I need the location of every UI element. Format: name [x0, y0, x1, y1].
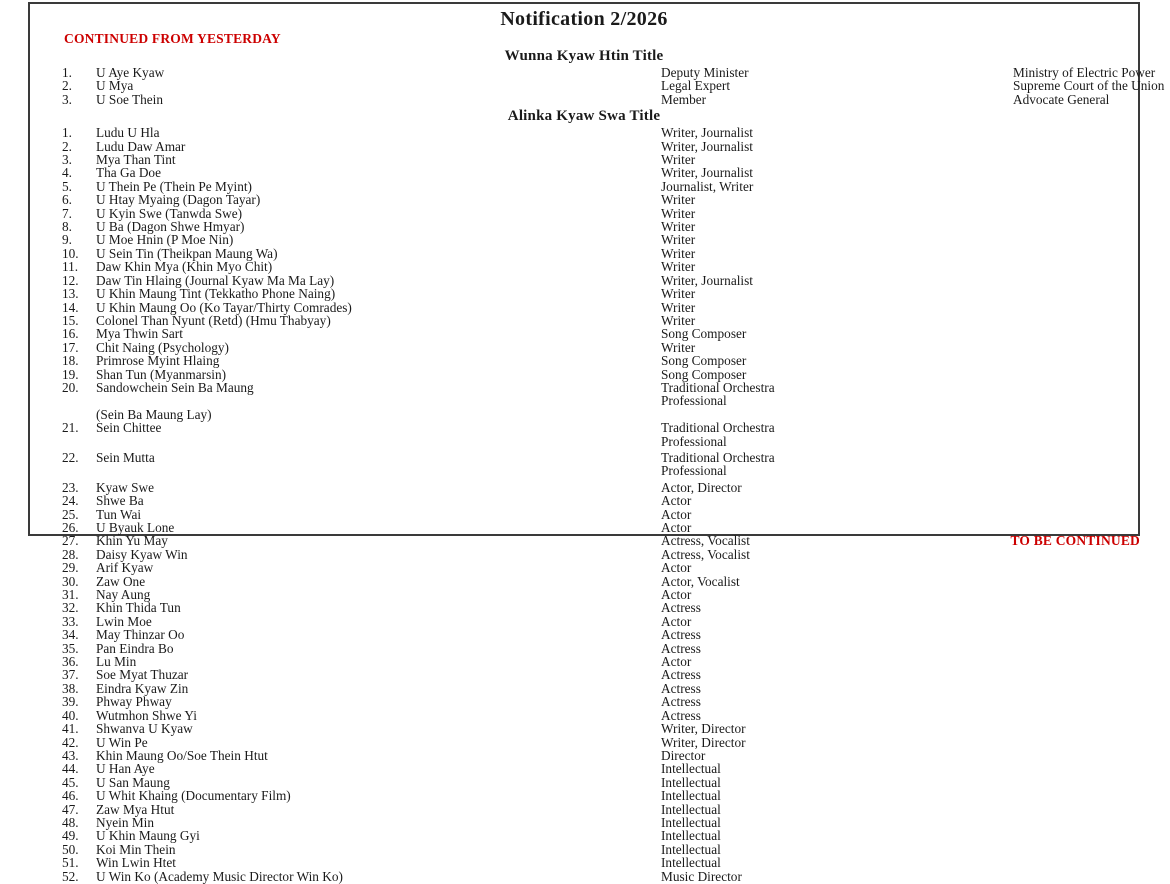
- item-name: U Khin Maung Gyi: [96, 828, 200, 844]
- item-number: 3.: [62, 152, 72, 168]
- item-role: Intellectual: [661, 855, 721, 871]
- item-number: 10.: [62, 245, 79, 261]
- item-role-line: Professional: [661, 393, 727, 409]
- item-role: Actress, Vocalist: [661, 533, 750, 549]
- item-name: Sein Mutta: [96, 449, 155, 465]
- item-name: U Han Aye: [96, 761, 155, 777]
- item-name: Daisy Kyaw Win: [96, 546, 188, 562]
- list-item: [44, 534, 1124, 547]
- item-role: Writer: [661, 286, 696, 302]
- item-role: Writer, Journalist: [661, 125, 753, 141]
- list-item: [44, 776, 1124, 789]
- item-name: U Khin Maung Oo (Ko Tayar/Thirty Comrades): [96, 299, 352, 315]
- item-name: Khin Thida Tun: [96, 600, 181, 616]
- item-number: 8.: [62, 219, 72, 235]
- item-number: 36.: [62, 654, 79, 670]
- list-item: [44, 287, 1124, 300]
- item-role: Intellectual: [661, 761, 721, 777]
- item-name: Mya Thwin Sart: [96, 326, 183, 342]
- item-name: Shan Tun (Myanmarsin): [96, 366, 227, 382]
- item-name: U Khin Maung Tint (Tekkatho Phone Naing): [96, 286, 336, 302]
- item-number: 48.: [62, 814, 79, 830]
- item-role: Song Composer: [661, 326, 747, 342]
- item-number: 47.: [62, 801, 79, 817]
- list-item: [44, 140, 1124, 153]
- list-item: [44, 166, 1124, 179]
- list-item: [44, 314, 1124, 327]
- item-number: 38.: [62, 680, 79, 696]
- item-role: [661, 421, 1124, 448]
- item-name: Ludu Daw Amar: [96, 138, 186, 154]
- item-number: 12.: [62, 272, 79, 288]
- item-number: 25.: [62, 506, 79, 522]
- item-role: Writer: [661, 192, 696, 208]
- item-name: Ludu U Hla: [96, 125, 160, 141]
- item-role: Journalist, Writer: [661, 178, 754, 194]
- item-organization: Supreme Court of the Union: [1013, 78, 1165, 94]
- item-role: Actress: [661, 640, 701, 656]
- item-number: 44.: [62, 761, 79, 777]
- item-role-line: Traditional Orchestra: [661, 449, 775, 465]
- list-item: [44, 682, 1124, 695]
- list-item-continuation: [44, 408, 1124, 421]
- item-name: U Thein Pe (Thein Pe Myint): [96, 178, 252, 194]
- item-name: U Mya: [96, 78, 134, 94]
- item-name: Nay Aung: [96, 587, 151, 603]
- section-heading-wunna-kyaw-htin: Wunna Kyaw Htin Title: [504, 48, 664, 64]
- list-item: [44, 588, 1124, 601]
- item-role: Actress: [661, 694, 701, 710]
- item-role: Intellectual: [661, 841, 721, 857]
- item-role: Writer: [661, 152, 696, 168]
- item-number: 1.: [62, 125, 72, 141]
- item-role: Writer: [661, 299, 696, 315]
- list-item: [44, 561, 1124, 574]
- item-role: Actor: [661, 587, 692, 603]
- item-role: [661, 381, 1124, 408]
- item-number: 35.: [62, 640, 79, 656]
- item-number: 46.: [62, 788, 79, 804]
- item-role: Writer: [661, 259, 696, 275]
- item-name: Zaw One: [96, 573, 146, 589]
- item-role: Writer, Journalist: [661, 138, 753, 154]
- item-role: Actress: [661, 707, 701, 723]
- item-name: Khin Maung Oo/Soe Thein Htut: [96, 747, 268, 763]
- item-number: 7.: [62, 205, 72, 221]
- item-name: U Whit Khaing (Documentary Film): [96, 788, 291, 804]
- item-role: Music Director: [661, 868, 742, 884]
- item-number: 40.: [62, 707, 79, 723]
- item-role: Legal Expert: [661, 78, 731, 94]
- item-number: 9.: [62, 232, 72, 248]
- list-item: [44, 789, 1124, 802]
- item-number: 33.: [62, 613, 79, 629]
- list-wunna-kyaw-htin: [44, 65, 1165, 107]
- item-number: 1.: [62, 65, 72, 80]
- item-name: Primrose Myint Hlaing: [96, 353, 220, 369]
- item-number: 45.: [62, 774, 79, 790]
- item-role: Intellectual: [661, 774, 721, 790]
- item-name: U Ba (Dagon Shwe Hmyar): [96, 219, 245, 235]
- item-name: Shwanva U Kyaw: [96, 721, 193, 737]
- item-name: Colonel Than Nyunt (Retd) (Hmu Thabyay): [96, 312, 331, 328]
- item-name: Sein Chittee: [96, 420, 162, 436]
- item-number: 24.: [62, 493, 79, 509]
- item-number: 19.: [62, 366, 79, 382]
- page-title: Notification 2/2026: [500, 8, 668, 30]
- item-role: Intellectual: [661, 788, 721, 804]
- item-role: Writer: [661, 219, 696, 235]
- item-number: 23.: [62, 479, 79, 495]
- item-role: Actor: [661, 493, 692, 509]
- list-item: [44, 421, 1124, 448]
- item-role: Actress: [661, 680, 701, 696]
- item-role: Actress, Vocalist: [661, 546, 750, 562]
- item-role: Actress: [661, 667, 701, 683]
- item-role: Writer: [661, 312, 696, 328]
- item-role: Deputy Minister: [661, 65, 749, 80]
- item-number: 51.: [62, 855, 79, 871]
- item-number: 16.: [62, 326, 79, 342]
- item-number: 13.: [62, 286, 79, 302]
- list-item: [44, 126, 1124, 139]
- list-item: [44, 93, 1124, 106]
- item-name: U Moe Hnin (P Moe Nin): [96, 232, 234, 248]
- item-number: 28.: [62, 546, 79, 562]
- item-number: 2.: [62, 138, 72, 154]
- item-name: Koi Min Thein: [96, 841, 176, 857]
- item-name: U Win Pe: [96, 734, 148, 750]
- list-item: [44, 829, 1124, 842]
- item-name: U Aye Kyaw: [96, 65, 165, 80]
- item-name: Sandowchein Sein Ba Maung: [96, 379, 254, 395]
- item-number: 27.: [62, 533, 79, 549]
- to-be-continued-label: TO BE CONTINUED: [1010, 533, 1140, 548]
- item-number: 37.: [62, 667, 79, 683]
- item-number: 43.: [62, 747, 79, 763]
- list-item: [44, 668, 1124, 681]
- list-item: [44, 260, 1124, 273]
- list-item: [44, 856, 1124, 869]
- list-item: [44, 736, 1124, 749]
- item-name: U Byauk Lone: [96, 520, 175, 535]
- item-role: Writer, Journalist: [661, 272, 753, 288]
- list-item: [44, 220, 1124, 233]
- item-role: Writer: [661, 232, 696, 248]
- item-name: Lu Min: [96, 654, 137, 670]
- item-name: U San Maung: [96, 774, 170, 790]
- item-name: Shwe Ba: [96, 493, 144, 509]
- item-number: 2.: [62, 78, 72, 94]
- item-name: Arif Kyaw: [96, 560, 154, 576]
- item-role: Member: [661, 91, 707, 107]
- list-item: [44, 247, 1124, 260]
- item-role: Intellectual: [661, 801, 721, 817]
- item-role: Actor: [661, 506, 692, 522]
- item-name: U Sein Tin (Theikpan Maung Wa): [96, 245, 278, 261]
- item-number: 49.: [62, 828, 79, 844]
- list-item: [44, 341, 1124, 354]
- item-number: 14.: [62, 299, 79, 315]
- item-role: Actor, Director: [661, 479, 742, 495]
- item-number: 31.: [62, 587, 79, 603]
- item-role: Writer: [661, 245, 696, 261]
- item-name: Daw Khin Mya (Khin Myo Chit): [96, 259, 273, 275]
- item-role: Writer, Director: [661, 721, 746, 737]
- list-item: [44, 655, 1124, 668]
- list-item: [44, 368, 1124, 381]
- item-number: 32.: [62, 600, 79, 616]
- item-name: Khin Yu May: [96, 533, 168, 549]
- list-item: [44, 508, 1124, 521]
- list-item: [44, 695, 1124, 708]
- item-role: Actor: [661, 613, 692, 629]
- list-item: [44, 193, 1124, 206]
- list-item: [44, 481, 1124, 494]
- item-number: 30.: [62, 573, 79, 589]
- list-item: [44, 354, 1124, 367]
- item-number: 39.: [62, 694, 79, 710]
- item-role-line: Traditional Orchestra: [661, 379, 775, 395]
- item-name: Mya Than Tint: [96, 152, 176, 168]
- item-name: Phway Phway: [96, 694, 172, 710]
- item-name: Win Lwin Htet: [96, 855, 176, 871]
- item-number: 41.: [62, 721, 79, 737]
- item-name: Soe Myat Thuzar: [96, 667, 189, 683]
- item-name: Tun Wai: [96, 506, 142, 522]
- list-item: [44, 803, 1124, 816]
- item-number: 20.: [62, 379, 79, 395]
- item-number: 52.: [62, 868, 79, 884]
- item-role-line: Professional: [661, 433, 727, 449]
- item-name: Daw Tin Hlaing (Journal Kyaw Ma Ma Lay): [96, 272, 335, 288]
- item-role: Actor: [661, 654, 692, 670]
- list-item: [44, 180, 1124, 193]
- item-role: Actor, Vocalist: [661, 573, 740, 589]
- item-role: Actress: [661, 627, 701, 643]
- item-role: Song Composer: [661, 366, 747, 382]
- item-number: 42.: [62, 734, 79, 750]
- item-role-line: Traditional Orchestra: [661, 420, 775, 436]
- list-item: [44, 762, 1124, 775]
- list-item: [44, 628, 1124, 641]
- list-item: [44, 301, 1124, 314]
- item-name: Kyaw Swe: [96, 479, 154, 495]
- item-number: 17.: [62, 339, 79, 355]
- item-name: U Htay Myaing (Dagon Tayar): [96, 192, 261, 208]
- section-heading-alinka-kyaw-swa: Alinka Kyaw Swa Title: [507, 108, 661, 125]
- item-number: 34.: [62, 627, 79, 643]
- item-organization: Ministry of Electric Power: [1013, 65, 1156, 80]
- item-role-line: Professional: [661, 463, 727, 479]
- item-number: 18.: [62, 353, 79, 369]
- list-item: [44, 65, 1156, 80]
- list-item: [44, 153, 1124, 166]
- item-role: Writer, Journalist: [661, 165, 753, 181]
- item-name: Nyein Min: [96, 814, 154, 830]
- item-name: Pan Eindra Bo: [96, 640, 174, 656]
- list-item: [44, 709, 1124, 722]
- item-organization: Advocate General: [1013, 91, 1110, 107]
- continued-from-label: CONTINUED FROM YESTERDAY: [64, 31, 281, 46]
- list-item: [44, 642, 1124, 655]
- item-name: Tha Ga Doe: [96, 165, 161, 181]
- item-name: Eindra Kyaw Zin: [96, 680, 189, 696]
- item-number: 6.: [62, 192, 72, 208]
- list-item: [44, 870, 1124, 883]
- item-role: Intellectual: [661, 814, 721, 830]
- item-name: May Thinzar Oo: [96, 627, 185, 643]
- item-name: Zaw Mya Htut: [96, 801, 175, 817]
- item-number: 50.: [62, 841, 79, 857]
- item-number: 5.: [62, 178, 72, 194]
- item-number: 21.: [62, 420, 79, 436]
- item-name: Wutmhon Shwe Yi: [96, 707, 197, 723]
- item-name: Lwin Moe: [96, 613, 152, 629]
- item-number: 29.: [62, 560, 79, 576]
- item-role: [661, 451, 1124, 478]
- item-role: Actor: [661, 520, 692, 535]
- item-number: 4.: [62, 165, 72, 181]
- list-item: [44, 722, 1124, 735]
- item-name: U Kyin Swe (Tanwda Swe): [96, 205, 243, 221]
- list-alinka-kyaw-swa: [44, 126, 1124, 883]
- item-number: 11.: [62, 259, 79, 275]
- item-role: Writer: [661, 339, 696, 355]
- item-role: Song Composer: [661, 353, 747, 369]
- item-role: Actor: [661, 560, 692, 576]
- list-item: [44, 615, 1124, 628]
- item-role: Actress: [661, 600, 701, 616]
- list-item: [44, 274, 1124, 287]
- list-item: [44, 749, 1124, 762]
- item-number: 22.: [62, 449, 79, 465]
- list-item: [44, 601, 1124, 614]
- list-item: [44, 816, 1124, 829]
- item-number: 26.: [62, 520, 79, 535]
- item-role: Director: [661, 747, 706, 763]
- list-item: [44, 327, 1124, 340]
- item-role: Intellectual: [661, 828, 721, 844]
- list-item: [44, 494, 1124, 507]
- list-item: [44, 233, 1124, 246]
- item-alias: (Sein Ba Maung Lay): [96, 406, 212, 422]
- list-item: [44, 207, 1124, 220]
- item-name: Chit Naing (Psychology): [96, 339, 229, 355]
- item-role: Writer: [661, 205, 696, 221]
- list-item: [44, 843, 1124, 856]
- item-number: 15.: [62, 312, 79, 328]
- item-name: U Win Ko (Academy Music Director Win Ko): [96, 868, 343, 884]
- list-item: [44, 451, 1124, 478]
- item-role: Writer, Director: [661, 734, 746, 750]
- item-number: 3.: [62, 91, 72, 107]
- item-name: U Soe Thein: [96, 91, 163, 107]
- list-item: [44, 78, 1165, 94]
- list-item: [44, 521, 1124, 534]
- list-item: [44, 381, 1124, 408]
- list-item: [44, 575, 1124, 588]
